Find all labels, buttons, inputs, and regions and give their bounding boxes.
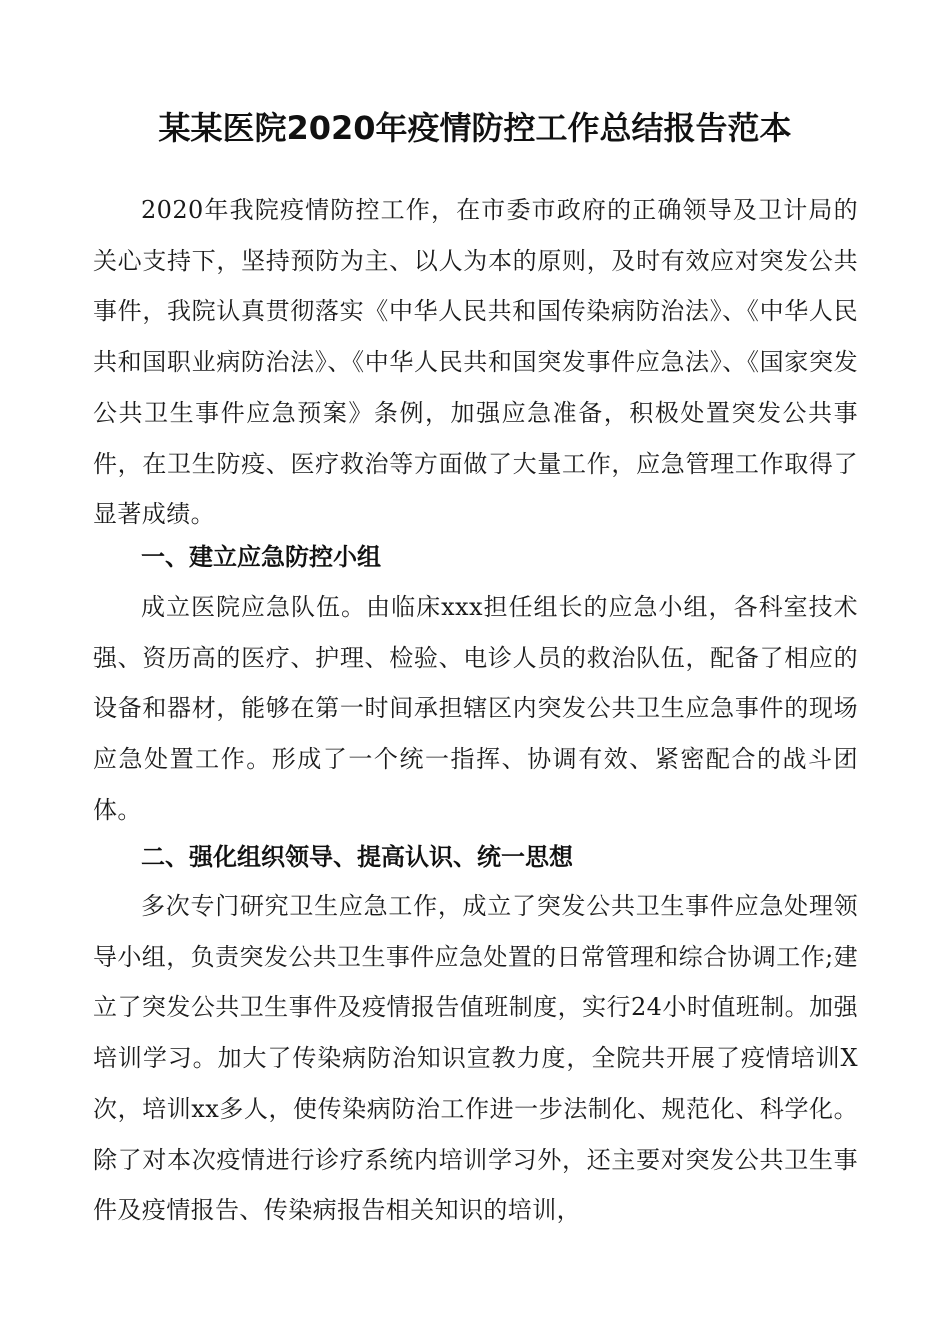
section-2-paragraph: 多次专门研究卫生应急工作，成立了突发公共卫生事件应急处理领导小组，负责突发公共卫生事件应急处置的日常管理和综合协调工作;建立了突发公共卫生事件及疫情报告值班制度，实行24小时值班制。加强培训学习。加大了传染病防治知识宣教力度，全院共开展了疫情培训X次，培训xx多人，使传染病防治工作进一步法制化、规范化、科学化。除了对本次疫情进行诊疗系统内培训学习外，还主要对突发公共卫生事件及疫情报告、传染病报告相关知识的培训， bbox=[93, 892, 858, 1225]
section-1-heading: 一、建立应急防控小组 bbox=[141, 543, 381, 571]
section-2-heading: 二、强化组织领导、提高认识、统一思想 bbox=[141, 843, 573, 871]
section-1-paragraph: 成立医院应急队伍。由临床xxx担任组长的应急小组，各科室技术强、资历高的医疗、护理、检验、电诊人员的救治队伍，配备了相应的设备和器材，能够在第一时间承担辖区内突发公共卫生应急事件的现场应急处置工作。形成了一个统一指挥、协调有效、紧密配合的战斗团体。 bbox=[93, 593, 858, 824]
document-title: 某某医院2020年疫情防控工作总结报告范本 bbox=[158, 109, 792, 147]
intro-paragraph: 2020年我院疫情防控工作，在市委市政府的正确领导及卫计局的关心支持下，坚持预防为主、以人为本的原则，及时有效应对突发公共事件，我院认真贯彻落实《中华人民共和国传染病防治法》、《中华人民共和国职业病防治法》、《中华人民共和国突发事件应急法》、《国家突发公共卫生事件应急预案》条例，加强应急准备，积极处置突发公共事件，在卫生防疫、医疗救治等方面做了大量工作，应急管理工作取得了显著成绩。 bbox=[93, 196, 858, 529]
